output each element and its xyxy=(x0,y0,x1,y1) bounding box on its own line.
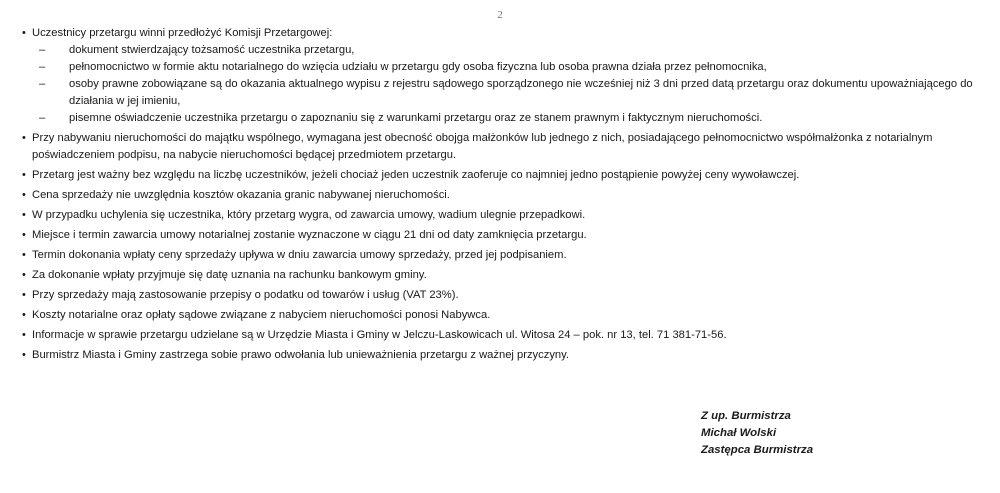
bullet-item: • Przy nabywaniu nieruchomości do majątku wspólnego, wymagana jest obecność obojga małżonków lub jednego z nich, posiadającego pełnomocnictwo współmałżonka z notarialnym poświadczeniem podpisu, na nabycie nieruchomości będącej przedmiotem przetargu. xyxy=(22,130,982,164)
bullet-item: • Przy sprzedaży mają zastosowanie przepisy o podatku od towarów i usług (VAT 23%). xyxy=(22,287,982,304)
bullet-item: • Termin dokonania wpłaty ceny sprzedaży upływa w dniu zawarcia umowy sprzedaży, przed jej podpisaniem. xyxy=(22,247,982,264)
requirements-sublist xyxy=(22,42,982,127)
page-number: 2 xyxy=(497,9,503,21)
signature-line-name: Michał Wolski xyxy=(701,427,777,439)
bullet-item: • Cena sprzedaży nie uwzględnia kosztów okazania granic nabywanej nieruchomości. xyxy=(22,187,982,204)
sub-item-identity-document: – dokument stwierdzający tożsamość uczestnika przetargu, xyxy=(22,42,982,59)
sub-item-power-of-attorney: – pełnomocnictwo w formie aktu notarialnego do wzięcia udziału w przetargu gdy osoba fizyczna lub osoba prawna działa przez pełnomocnika, xyxy=(22,59,982,76)
bullet-item: • Przetarg jest ważny bez względu na liczbę uczestników, jeżeli chociaż jeden uczestnik zaoferuje co najmniej jedno postąpienie powyżej ceny wywoławczej. xyxy=(22,167,982,184)
signature-line-position: Zastępca Burmistrza xyxy=(701,444,814,456)
bullet-item-requirements xyxy=(22,25,982,42)
sub-item-court-register: – osoby prawne zobowiązane są do okazania aktualnego wypisu z rejestru sądowego sporządzonego nie wcześniej niż 3 dni przed datą przetargu oraz dokumentu upoważniającego do działania w jej imieniu, xyxy=(22,76,982,110)
sub-item-written-statement: – pisemne oświadczenie uczestnika przetargu o zapoznaniu się z warunkami przetargu oraz ze stanem prawnym i faktycznym nieruchomości. xyxy=(22,110,982,127)
bullet-item: • Informacje w sprawie przetargu udzielane są w Urzędzie Miasta i Gminy w Jelczu-Laskowicach ul. Witosa 24 – pok. nr 13, tel. 71 381-71-56. xyxy=(22,327,982,344)
bullet-text: Uczestnicy przetargu winni przedłożyć Komisji Przetargowej: xyxy=(32,27,333,39)
signature-block xyxy=(701,408,813,459)
bullet-item: • Miejsce i termin zawarcia umowy notarialnej zostanie wyznaczone w ciągu 21 dni od daty zamknięcia przetargu. xyxy=(22,227,982,244)
bullet-item: • Koszty notarialne oraz opłaty sądowe związane z nabyciem nieruchomości ponosi Nabywca. xyxy=(22,307,982,324)
bullet-item: • Burmistrz Miasta i Gminy zastrzega sobie prawo odwołania lub unieważnienia przetargu z ważnej przyczyny. xyxy=(22,347,982,364)
bullet-item: • W przypadku uchylenia się uczestnika, który przetarg wygra, od zawarcia umowy, wadium ulegnie przepadkowi. xyxy=(22,207,982,224)
bullet-item: • Za dokonanie wpłaty przyjmuje się datę uznania na rachunku bankowym gminy. xyxy=(22,267,982,284)
document-body xyxy=(22,25,982,364)
signature-line-title: Z up. Burmistrza xyxy=(701,410,791,422)
